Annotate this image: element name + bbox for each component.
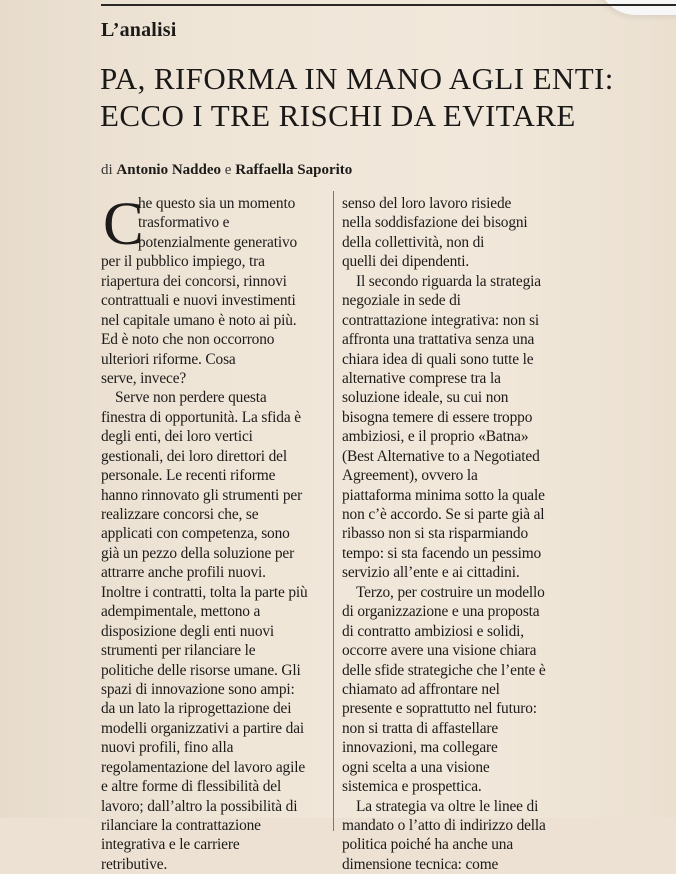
body-line: La strategia va oltre le linee di [356,797,539,815]
body-line: disposizione degli enti nuovi [101,622,275,640]
body-line: adempimentale, mettono a [101,603,261,621]
body-line: finestra di opportunità. La sfida è [101,408,301,426]
body-column-right [342,194,582,874]
body-line: quelli dei dipendenti. [342,253,470,271]
body-line: strumenti per rilanciare le [101,642,256,660]
byline-author-1: Antonio Naddeo [116,162,222,178]
body-line: ulteriori riforme. Cosa [101,350,236,368]
corner-overlay [596,0,676,15]
body-line: nel capitale umano è noto ai più. [101,311,297,329]
body-line: he questo sia un momento [138,195,296,212]
body-line: Ed è noto che non occorrono [101,331,275,349]
body-line: innovazioni, ma collegare [342,739,498,757]
body-line: riapertura dei concorsi, rinnovi [101,272,287,290]
body-line: Il secondo riguarda la strategia [356,272,541,290]
body-line: lavoro; dall’altro la possibilità di [101,797,298,815]
body-line: non c’è accordo. Se si parte già al [342,506,545,523]
body-line: chiamato ad affrontare nel [342,680,500,698]
body-line: gestionali, dei loro direttori del [101,447,287,465]
body-line: spazi di innovazione sono ampi: [101,680,295,698]
body-line: servizio all’ente e ai cittadini. [342,564,520,582]
body-line: bisogna temere di essere troppo [342,408,533,426]
section-label: L’analisi [101,19,177,41]
body-line: serve, invece? [101,369,187,387]
body-line: Serve non perdere questa [115,389,267,407]
body-line: Agreement), ovvero la [342,467,478,485]
body-line: nuovi profili, fino alla [101,739,234,757]
body-line: contrattuali e nuovi investimenti [101,292,296,310]
byline-author-2: Raffaella Saporito [235,162,353,178]
body-line: senso del loro lavoro risiede [342,195,512,212]
body-line: e altre forme di flessibilità del [101,778,282,796]
body-line: presente e soprattutto nel futuro: [342,700,537,718]
body-line: contrattazione integrativa: non si [342,311,540,329]
body-line: ogni scelta a una visione [342,758,490,776]
body-column-left [101,191,329,874]
body-line: politiche delle risorse umane. Gli [101,661,301,679]
body-line: personale. Le recenti riforme [101,467,276,485]
body-line: per il pubblico impiego, tra [101,253,265,271]
drop-cap: C [103,191,144,258]
body-line: di contratto ambiziosi e solidi, [342,622,524,640]
body-line: potenzialmente generativo [138,233,298,251]
headline-line-1: PA, RIFORMA IN MANO AGLI ENTI: [100,61,614,96]
byline [101,162,352,179]
body-line: integrativa e le carriere [101,836,240,854]
body-line: nella soddisfazione dei bisogni [342,214,528,232]
body-line: rilanciare la contrattazione [101,817,261,834]
body-line: trasformativo e [138,214,230,232]
body-line: attrarre anche profili nuovi. [101,564,266,582]
body-line: retributive. [101,855,168,873]
body-line: affronta una trattativa senza una [342,331,535,349]
body-line: politica poiché ha anche una [342,836,514,854]
body-line: sistemica e prospettica. [342,778,482,796]
body-line: ribasso non si sta risparmiando [342,525,528,543]
column-divider [333,191,334,831]
body-line: piattaforma minima sotto la quale [342,486,545,504]
body-line: hanno rinnovato gli strumenti per [101,486,303,504]
body-line: tempo: si sta facendo un pessimo [342,544,542,562]
byline-conjunction: e [224,162,232,178]
body-line: occorre avere una visione chiara [342,642,537,660]
body-line: già un pezzo della soluzione per [101,544,295,562]
body-line: regolamentazione del lavoro agile [101,758,306,776]
body-line: chiara idea di quali sono tutte le [342,350,534,368]
byline-prefix: di [101,162,113,178]
body-line: non si tratta di affastellare [342,719,499,737]
body-line: delle sfide strategiche che l’ente è [342,661,546,679]
body-line: Terzo, per costruire un modello [356,583,545,601]
body-line: da un lato la riprogettazione dei [101,700,292,718]
body-line: degli enti, dei loro vertici [101,428,253,446]
body-line: della collettività, non di [342,233,485,251]
body-line: alternative comprese tra la [342,369,501,387]
body-line: ambiziosi, e il proprio «Batna» [342,428,529,446]
headline [100,60,660,134]
body-line: dimensione tecnica: come [342,855,499,873]
body-line: mandato o l’atto di indirizzo della [342,817,546,834]
body-line: Inoltre i contratti, tolta la parte più [101,583,308,601]
top-rule [101,4,676,6]
body-line: negoziale in sede di [342,292,461,310]
body-line: di organizzazione e una proposta [342,603,540,621]
body-line: applicati con competenza, sono [101,525,290,543]
headline-line-2: ECCO I TRE RISCHI DA EVITARE [100,98,576,133]
body-line: (Best Alternative to a Negotiated [342,447,540,465]
body-line: realizzare concorsi che, se [101,506,259,523]
body-line: soluzione ideale, su cui non [342,389,509,407]
body-line: modelli organizzativi a partire dai [101,719,305,737]
